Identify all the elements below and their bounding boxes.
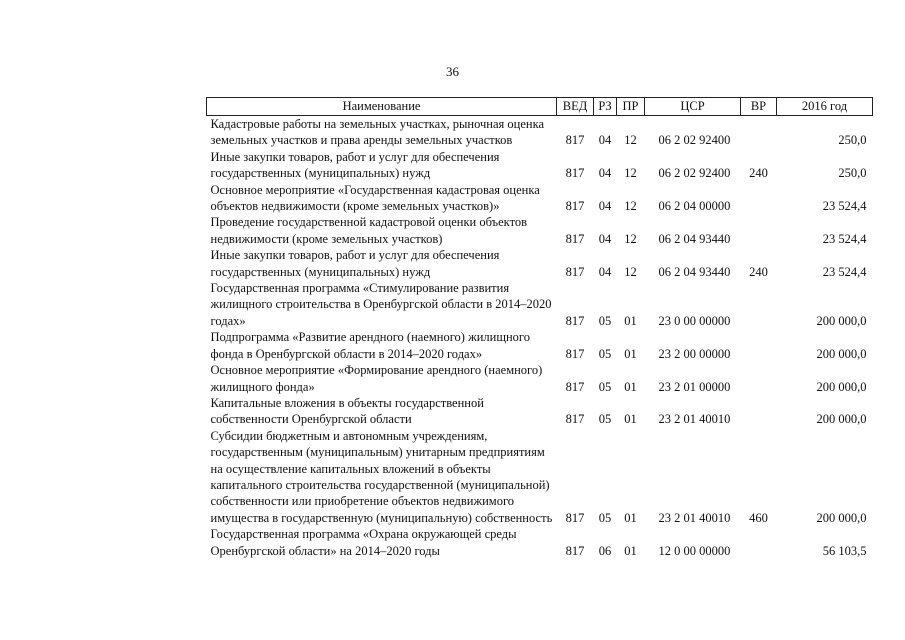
- cell-csr: 23 2 01 40010: [658, 510, 731, 525]
- cell-pr: 12: [624, 231, 637, 246]
- budget-table: [206, 97, 873, 559]
- cell-vr: [741, 362, 777, 395]
- table-header-row: [207, 98, 873, 116]
- cell-sum: 23 524,4: [822, 264, 867, 279]
- header-csr: ЦСР: [645, 98, 741, 116]
- cell-sum: 200 000,0: [816, 346, 867, 361]
- cell-rz: 04: [598, 199, 612, 214]
- cell-csr: 06 2 04 00000: [658, 199, 731, 214]
- table-row: [207, 395, 873, 428]
- cell-ved: 817: [565, 543, 585, 558]
- table-row: [207, 280, 873, 329]
- table-row: [207, 428, 873, 526]
- cell-csr: 23 2 01 40010: [658, 412, 731, 427]
- cell-rz: 04: [598, 231, 612, 246]
- cell-pr: 01: [624, 543, 637, 558]
- cell-vr: [741, 280, 777, 329]
- cell-name: Кадастровые работы на земельных участках, рыночная оценка земельных участков и права аренды земельных участков: [210, 117, 545, 148]
- cell-pr: 01: [624, 379, 637, 394]
- cell-vr: [741, 214, 777, 247]
- cell-csr: 12 0 00 00000: [658, 543, 731, 558]
- cell-rz: 04: [598, 133, 612, 148]
- cell-name: Основное мероприятие «Государственная кадастровая оценка объектов недвижимости (кроме земельных участков)»: [210, 182, 540, 214]
- page-number: 36: [446, 64, 459, 79]
- cell-rz: 04: [598, 166, 612, 181]
- cell-csr: 06 2 02 92400: [658, 133, 731, 148]
- cell-ved: 817: [565, 346, 585, 361]
- cell-sum: 200 000,0: [816, 379, 867, 394]
- cell-name: Иные закупки товаров, работ и услуг для обеспечения государственных (муниципальных) нужд: [210, 149, 500, 181]
- cell-pr: 12: [624, 199, 637, 214]
- table-row: [207, 526, 873, 559]
- cell-pr: 12: [624, 166, 637, 181]
- cell-vr: 240: [749, 264, 768, 279]
- cell-name: Основное мероприятие «Формирование арендного (наемного) жилищного фонда»: [210, 363, 543, 394]
- cell-rz: 05: [598, 412, 612, 427]
- table-row: [207, 214, 873, 247]
- cell-sum: 23 524,4: [822, 199, 867, 214]
- cell-vr: [741, 116, 777, 149]
- cell-name: Иные закупки товаров, работ и услуг для обеспечения государственных (муниципальных) нужд: [210, 248, 500, 279]
- cell-sum: 250,0: [838, 133, 867, 148]
- cell-name: Проведение государственной кадастровой оценки объектов недвижимости (кроме земельных участков): [210, 215, 528, 246]
- cell-sum: 23 524,4: [822, 231, 867, 246]
- cell-csr: 06 2 04 93440: [658, 231, 731, 246]
- cell-ved: 817: [565, 313, 585, 328]
- header-vr: ВР: [741, 98, 777, 116]
- cell-pr: 01: [624, 510, 637, 525]
- cell-pr: 01: [624, 346, 637, 361]
- cell-rz: 05: [598, 346, 612, 361]
- cell-ved: 817: [565, 510, 585, 525]
- cell-pr: 12: [624, 133, 637, 148]
- cell-vr: 460: [749, 510, 768, 525]
- cell-sum: 200 000,0: [816, 313, 867, 328]
- table-row: [207, 362, 873, 395]
- cell-ved: 817: [565, 412, 585, 427]
- table-row: [207, 149, 873, 182]
- cell-name: Государственная программа «Охрана окружающей среды Оренбургской области» на 2014–2020 годы: [210, 527, 517, 558]
- cell-csr: 06 2 04 93440: [658, 264, 731, 279]
- cell-rz: 05: [598, 379, 612, 394]
- cell-sum: 250,0: [838, 166, 867, 181]
- table-body: [207, 116, 873, 559]
- cell-vr: 240: [749, 166, 768, 181]
- cell-name: Капитальные вложения в объекты государственной собственности Оренбургской области: [210, 395, 484, 427]
- cell-csr: 23 2 00 00000: [658, 346, 731, 361]
- cell-name: Субсидии бюджетным и автономным учреждениям, государственным (муниципальным) унитарным предприятиям на осуществление капитальных вложений в объекты капитального строительства государственной (муниципальной) собственности или приобретение объектов недвижимого имущества в государственную (муниципальную) собственность: [210, 428, 553, 525]
- cell-pr: 12: [624, 264, 637, 279]
- header-pr: ПР: [617, 98, 645, 116]
- header-name: Наименование: [207, 98, 557, 116]
- table-row: [207, 247, 873, 280]
- cell-csr: 06 2 02 92400: [658, 166, 731, 181]
- cell-vr: [741, 329, 777, 362]
- cell-rz: 04: [598, 264, 612, 279]
- cell-name: Государственная программа «Стимулирование развития жилищного строительства в Оренбургской области в 2014–2020 годах»: [210, 281, 552, 328]
- cell-rz: 05: [598, 313, 612, 328]
- cell-ved: 817: [565, 199, 585, 214]
- cell-csr: 23 0 00 00000: [658, 313, 731, 328]
- cell-vr: [741, 182, 777, 215]
- cell-vr: [741, 526, 777, 559]
- cell-ved: 817: [565, 166, 585, 181]
- table-row: [207, 182, 873, 215]
- cell-ved: 817: [565, 231, 585, 246]
- cell-sum: 56 103,5: [822, 543, 867, 558]
- cell-pr: 01: [624, 412, 637, 427]
- cell-vr: [741, 395, 777, 428]
- header-ved: ВЕД: [557, 98, 594, 116]
- cell-pr: 01: [624, 313, 637, 328]
- cell-sum: 200 000,0: [816, 510, 867, 525]
- table-row: [207, 116, 873, 149]
- cell-rz: 05: [598, 510, 612, 525]
- header-sum: 2016 год: [777, 98, 873, 116]
- table-row: [207, 329, 873, 362]
- cell-name: Подпрограмма «Развитие арендного (наемного) жилищного фонда в Оренбургской области в 2014–2020 годах»: [210, 330, 530, 361]
- cell-ved: 817: [565, 379, 585, 394]
- cell-sum: 200 000,0: [816, 412, 867, 427]
- header-rz: РЗ: [594, 98, 617, 116]
- cell-rz: 06: [598, 543, 612, 558]
- cell-ved: 817: [565, 133, 585, 148]
- cell-ved: 817: [565, 264, 585, 279]
- cell-csr: 23 2 01 00000: [658, 379, 731, 394]
